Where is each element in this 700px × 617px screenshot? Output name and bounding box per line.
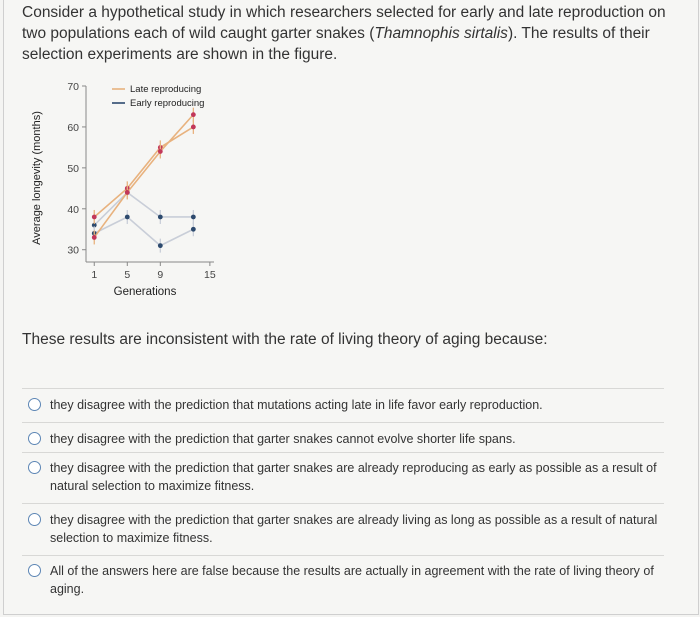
radio-button[interactable] xyxy=(28,564,41,577)
data-point xyxy=(158,243,163,248)
data-point xyxy=(191,215,196,220)
radio-button[interactable] xyxy=(28,513,41,526)
data-point xyxy=(158,215,163,220)
divider xyxy=(22,452,664,453)
series-line xyxy=(94,115,193,238)
answer-option-1[interactable] xyxy=(28,396,668,414)
y-axis-label: Average longevity (months) xyxy=(31,111,43,245)
answer-option-2[interactable] xyxy=(28,430,668,448)
species-name: Thamnophis sirtalis xyxy=(374,25,508,42)
answer-option-5[interactable] xyxy=(28,562,668,598)
data-point xyxy=(125,215,130,220)
intro-text-start: Consider a hypothetical study in which researchers selected for early and late reproduction on two populations each of wild caught garter snakes ( xyxy=(22,4,666,42)
question-intro xyxy=(22,2,687,65)
divider xyxy=(22,503,664,504)
answer-option-text: they disagree with the prediction that garter snakes are already living as long as possible as a result of natural selection to maximize fitness. xyxy=(50,513,658,545)
y-tick-label: 50 xyxy=(67,162,79,175)
data-point xyxy=(191,125,196,130)
intro-text-end: ). The results of their selection experiments are shown in the figure. xyxy=(22,25,650,63)
answer-option-text: All of the answers here are false because the results are actually in agreement with the rate of living theory of aging. xyxy=(50,564,654,596)
y-tick-label: 40 xyxy=(67,203,79,216)
x-tick-label: 15 xyxy=(204,269,216,281)
y-tick-label: 30 xyxy=(67,244,79,257)
answer-option-text: they disagree with the prediction that mutations acting late in life favor early reproduction. xyxy=(50,398,543,412)
answer-option-text: they disagree with the prediction that garter snakes cannot evolve shorter life spans. xyxy=(50,432,516,446)
divider xyxy=(22,388,664,389)
answer-option-3[interactable] xyxy=(28,459,668,495)
x-axis-label: Generations xyxy=(113,286,177,298)
series-line xyxy=(94,192,193,225)
x-tick-label: 1 xyxy=(91,269,98,281)
x-tick-label: 9 xyxy=(157,269,164,281)
answer-option-4[interactable] xyxy=(28,511,668,547)
question-prompt: These results are inconsistent with the rate of living theory of aging because: xyxy=(22,331,548,348)
answer-option-text: they disagree with the prediction that garter snakes are already reproducing as early as possible as a result of natural selection to maximize fitness. xyxy=(50,461,657,493)
data-point xyxy=(125,190,130,195)
data-point xyxy=(191,227,196,232)
data-point xyxy=(92,235,97,240)
radio-button[interactable] xyxy=(28,398,41,411)
data-point xyxy=(92,215,97,220)
legend-label: Late reproducing xyxy=(130,84,202,95)
y-tick-label: 70 xyxy=(67,81,79,93)
chart-svg xyxy=(18,72,258,322)
series-line xyxy=(94,217,193,246)
x-tick-label: 5 xyxy=(124,269,131,281)
y-tick-label: 60 xyxy=(67,121,79,134)
radio-button[interactable] xyxy=(28,432,41,445)
legend-label: Early reproducing xyxy=(130,98,205,109)
divider xyxy=(22,555,664,556)
divider xyxy=(22,422,664,423)
data-point xyxy=(191,112,196,117)
radio-button[interactable] xyxy=(28,461,41,474)
longevity-chart xyxy=(18,72,258,322)
data-point xyxy=(158,149,163,154)
